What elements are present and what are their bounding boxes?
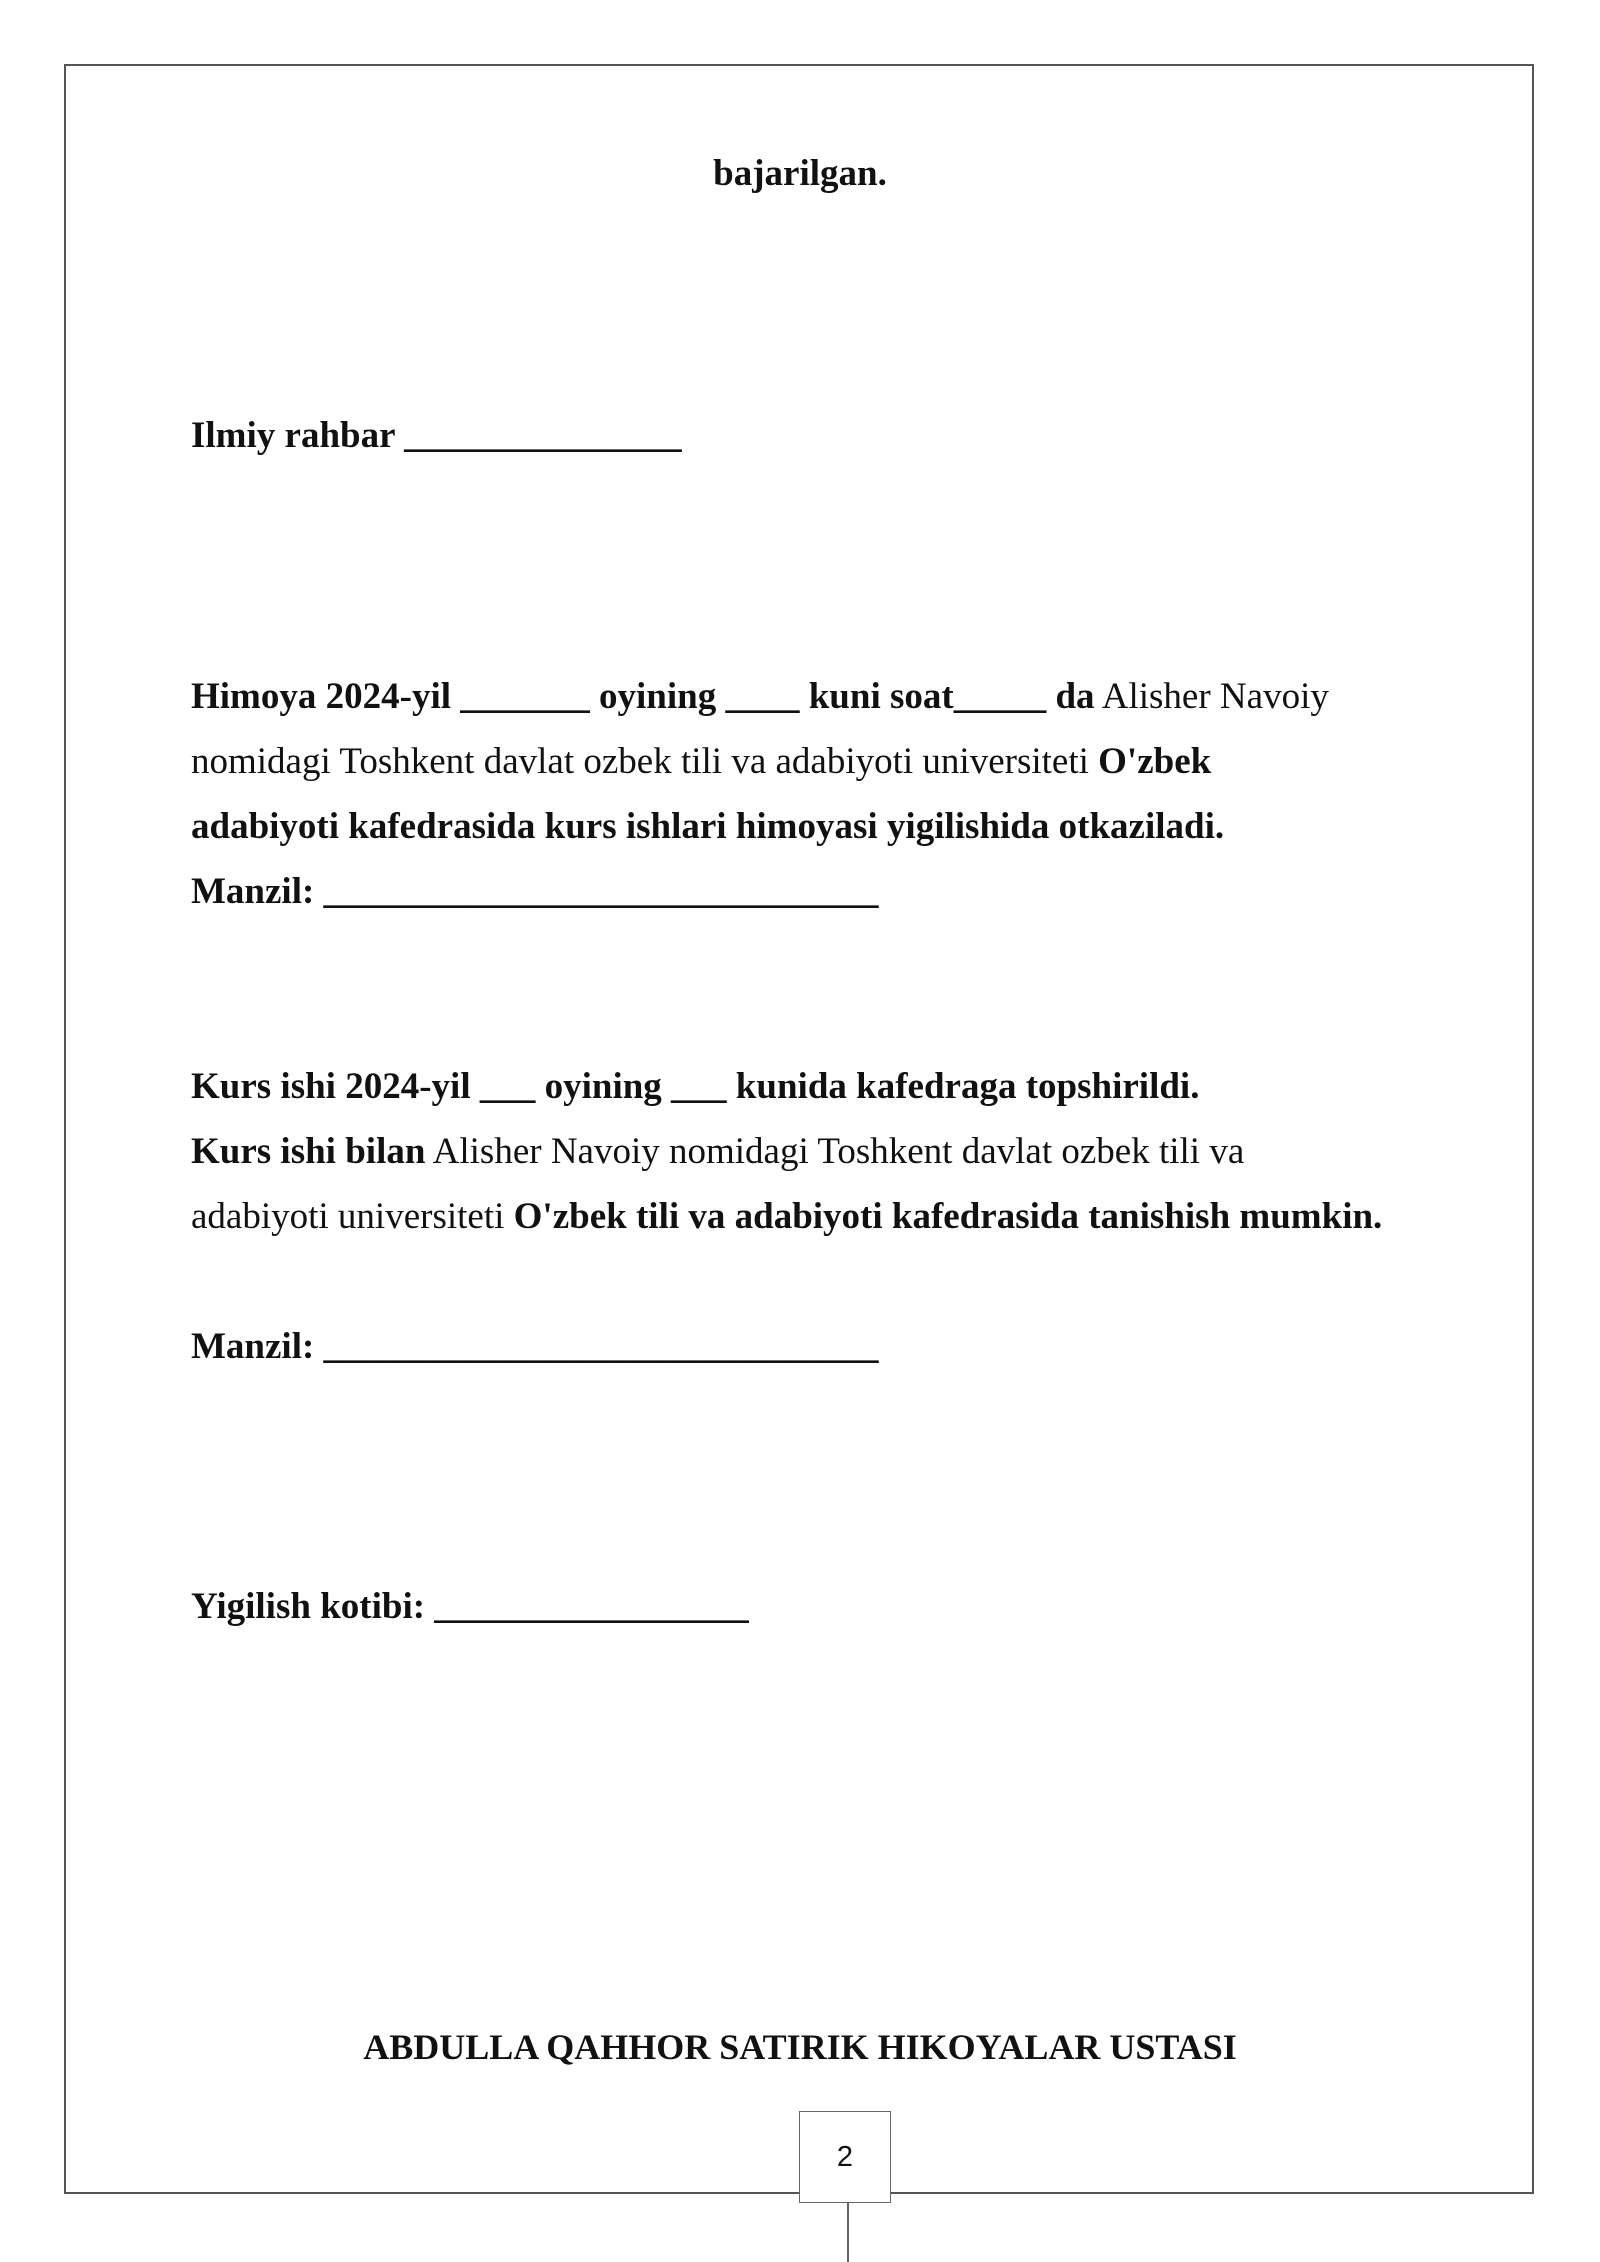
review-label: Kurs ishi bilan xyxy=(191,1131,426,1172)
defense-department-start: O'zbek xyxy=(1088,741,1212,782)
submission-line-1: Kurs ishi 2024-yil ___ oyining ___ kunida kafedraga topshirildi. xyxy=(191,1066,1200,1107)
defense-university-start: Alisher Navoiy xyxy=(1094,676,1329,717)
submission-line-2 xyxy=(191,1130,1244,1174)
defense-university-name: nomidagi Toshkent davlat ozbek tili va adabiyoti universiteti xyxy=(191,741,1089,782)
secretary-line: Yigilish kotibi: _________________ xyxy=(191,1586,749,1627)
page-number: 2 xyxy=(836,2140,854,2173)
review-department: O'zbek tili va adabiyoti kafedrasida tanishish mumkin. xyxy=(504,1196,1383,1237)
defense-line-3: adabiyoti kafedrasida kurs ishlari himoyasi yigilishida otkaziladi. xyxy=(191,806,1225,847)
submission-line-3 xyxy=(191,1195,1382,1239)
completion-line: bajarilgan. xyxy=(713,153,887,194)
defense-address-line: Manzil: ______________________________ xyxy=(191,871,879,912)
page-number-connector xyxy=(847,2203,849,2262)
defense-date-text: Himoya 2024-yil _______ oyining ____ kuni soat_____ da xyxy=(191,676,1095,717)
defense-line-2 xyxy=(191,740,1211,784)
address-line-2: Manzil: ______________________________ xyxy=(191,1326,879,1367)
page-number-box xyxy=(799,2111,891,2203)
document-title: ABDULLA QAHHOR SATIRIK HIKOYALAR USTASI xyxy=(363,2027,1237,2067)
review-university: Alisher Navoiy nomidagi Toshkent davlat ozbek tili va xyxy=(425,1131,1245,1172)
review-university-end: adabiyoti universiteti xyxy=(191,1196,505,1237)
page-border xyxy=(64,64,1534,2194)
supervisor-line: Ilmiy rahbar _______________ xyxy=(191,415,682,456)
defense-line-1 xyxy=(191,675,1329,719)
